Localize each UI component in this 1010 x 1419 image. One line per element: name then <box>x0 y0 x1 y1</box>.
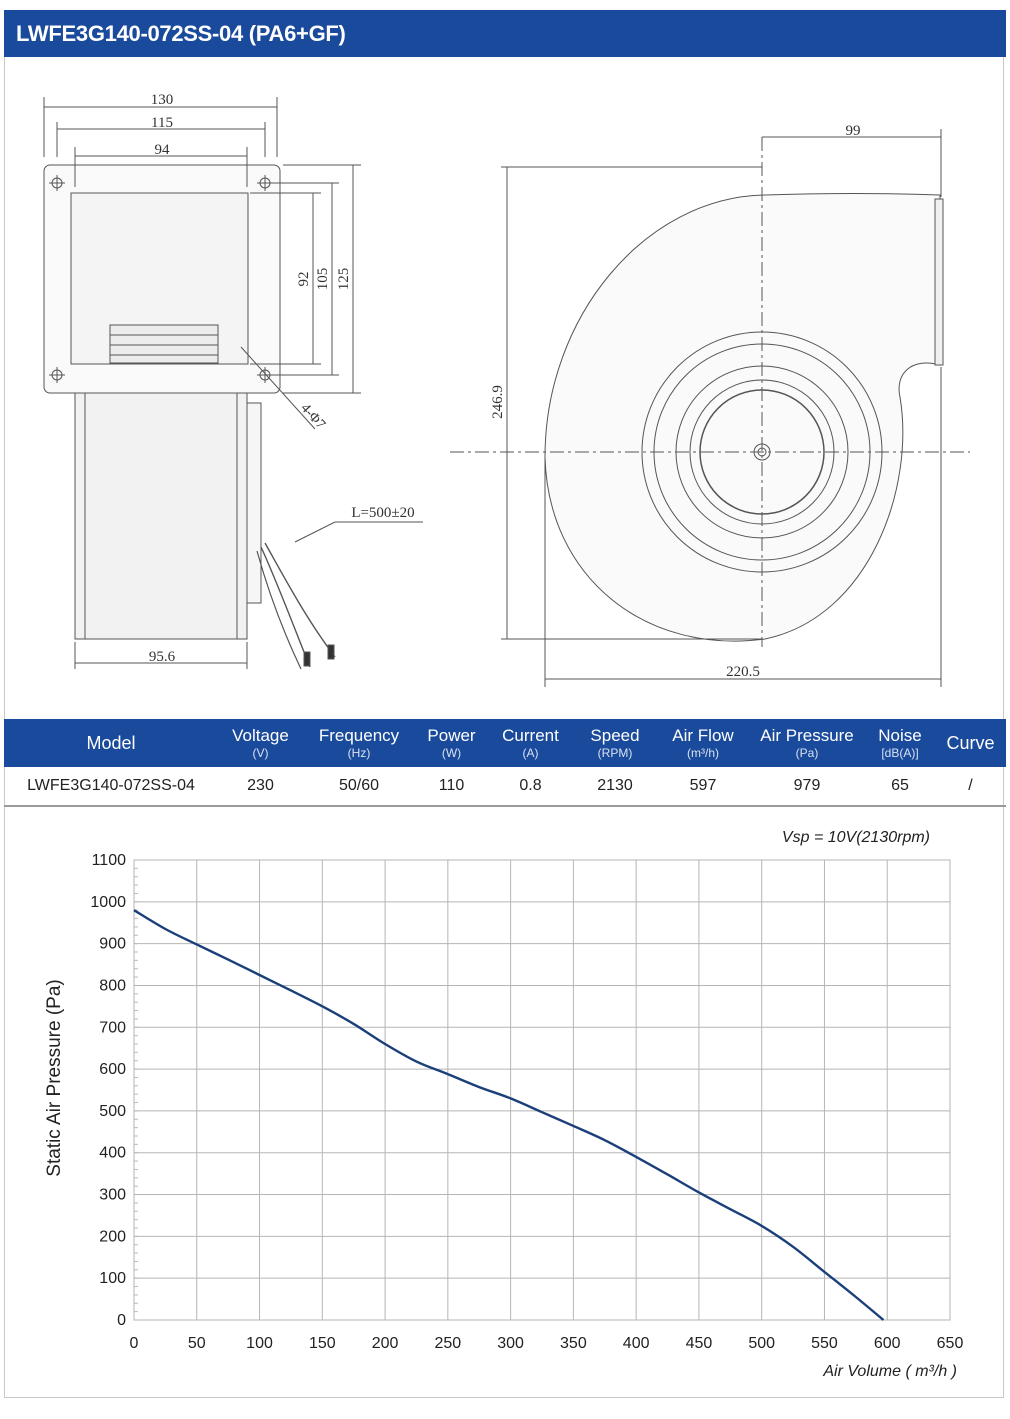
table-header-row <box>4 719 1006 767</box>
x-tick-label: 600 <box>873 1335 901 1352</box>
dim-115: 115 <box>151 115 173 131</box>
col-voltage: Voltage (V) <box>218 719 303 767</box>
y-tick-label: 700 <box>99 1019 126 1037</box>
dim-92: 92 <box>296 271 312 287</box>
chart-annotation: Vsp = 10V(2130rpm) <box>781 829 930 846</box>
dim-94: 94 <box>154 142 170 158</box>
col-air-flow: Air Flow (m³/h) <box>657 719 749 767</box>
y-tick-label: 200 <box>99 1228 126 1246</box>
col-frequency: Frequency (Hz) <box>303 719 415 767</box>
y-tick-label: 1100 <box>91 852 126 869</box>
cell-curve: / <box>935 767 1006 806</box>
x-tick-label: 550 <box>811 1335 838 1352</box>
dim-125: 125 <box>336 267 352 291</box>
col-speed: Speed (RPM) <box>573 719 657 767</box>
performance-chart <box>5 810 1005 1400</box>
cell-air-flow: 597 <box>657 767 749 806</box>
x-tick-label: 650 <box>936 1335 964 1352</box>
cell-air-pressure: 979 <box>749 767 865 806</box>
col-curve: Curve <box>935 719 1006 767</box>
spec-table <box>4 719 1006 807</box>
y-tick-label: 400 <box>99 1144 126 1162</box>
dim-130: 130 <box>150 92 174 108</box>
dimension-drawing <box>5 57 1005 717</box>
cell-voltage: 230 <box>218 767 303 806</box>
x-tick-label: 300 <box>497 1335 524 1352</box>
scroll-housing <box>545 194 940 642</box>
x-tick-label: 400 <box>622 1335 650 1352</box>
col-power: Power (W) <box>415 719 488 767</box>
x-axis-label: Air Volume ( m³/h ) <box>823 1363 957 1380</box>
x-tick-label: 100 <box>246 1335 273 1352</box>
cell-speed: 2130 <box>573 767 657 806</box>
x-tick-label: 150 <box>308 1335 336 1352</box>
cell-power: 110 <box>415 767 488 806</box>
series-line <box>134 910 883 1320</box>
cell-model: LWFE3G140-072SS-04 <box>4 767 218 806</box>
table-row <box>4 767 1006 806</box>
x-tick-label: 250 <box>434 1335 462 1352</box>
col-model: Model <box>4 719 218 767</box>
x-tick-label: 50 <box>187 1335 206 1352</box>
outlet <box>935 199 943 365</box>
y-tick-label: 300 <box>99 1186 126 1204</box>
dim-holes: 4-Φ7 <box>297 400 328 433</box>
cell-frequency: 50/60 <box>303 767 415 806</box>
plot-area <box>134 860 950 1320</box>
dim-220-5: 220.5 <box>726 664 760 680</box>
dim-cable-length: L=500±20 <box>351 505 415 521</box>
fan-housing-side <box>75 393 247 639</box>
x-tick-label: 0 <box>129 1335 139 1352</box>
y-tick-label: 500 <box>99 1102 126 1120</box>
page-title: LWFE3G140-072SS-04 (PA6+GF) <box>4 10 1006 57</box>
chart-svg <box>5 810 1005 1398</box>
col-air-pressure: Air Pressure (Pa) <box>749 719 865 767</box>
x-tick-label: 350 <box>560 1335 587 1352</box>
y-tick-label: 1000 <box>90 893 126 911</box>
y-tick-label: 900 <box>99 935 126 953</box>
y-tick-label: 600 <box>99 1061 126 1079</box>
y-tick-label: 0 <box>117 1312 126 1329</box>
x-tick-label: 200 <box>371 1335 399 1352</box>
col-current: Current (A) <box>488 719 573 767</box>
dim-99: 99 <box>845 123 861 139</box>
y-tick-label: 800 <box>99 977 126 995</box>
x-tick-label: 500 <box>748 1335 776 1352</box>
dim-95-6: 95.6 <box>148 649 176 665</box>
y-axis-label: Static Air Pressure (Pa) <box>44 979 65 1177</box>
x-tick-label: 450 <box>685 1335 713 1352</box>
dim-246-9: 246.9 <box>490 385 506 419</box>
cell-current: 0.8 <box>488 767 573 806</box>
y-tick-label: 100 <box>99 1270 126 1288</box>
dim-105: 105 <box>315 267 331 291</box>
col-noise: Noise [dB(A)] <box>865 719 935 767</box>
cell-noise: 65 <box>865 767 935 806</box>
